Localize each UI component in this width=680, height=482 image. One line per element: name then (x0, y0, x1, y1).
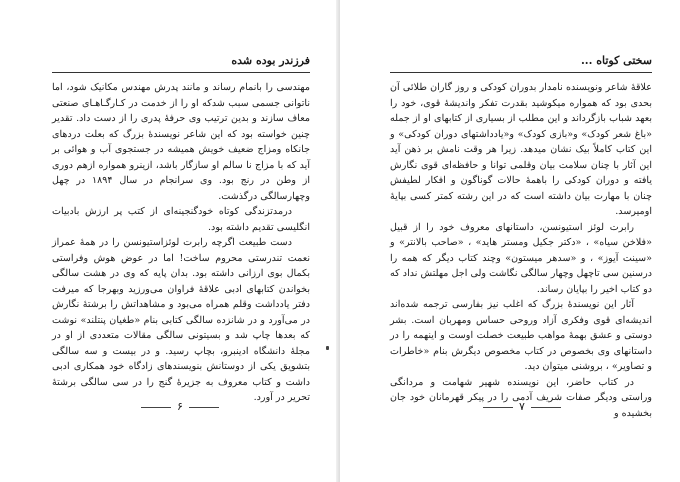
body-text-left (52, 80, 310, 406)
paragraph: آثار این نویسندهٔ بزرگ که اغلب نیز بفارسی ترجمه شده‌اند اندیشه‌ای قوی وفکری آزاد وروحی حساس ومهربان است. بشر دوستی و عشق بهمهٔ مواهب طبیعت خصلت اوست و اینهمه را در داستانهای وی بخصوص در کتاب مخصوص دیگرش بنام «خاطرات و تصاویر» ، بروشنی میتوان دید. (390, 299, 652, 372)
page-number-right: ۷ (472, 400, 572, 413)
paragraph: رابرت لوئز استیونسن، داستانهای معروف خود را از قبیل «فلاخن سیاه» ، «دکتر جکیل ومستر هاید» ، «صاحب بالانتر» و «سینت آیوز» ، و «سدهر میستون» وچند کتاب دیگر که همه را درسنین سی تاچهل وچهار سالگی نگاشت ولی اجل مهلتش نداد که دو کتاب اخیر را بپایان رساند. (390, 221, 652, 295)
running-head-left: فرزندر بوده شده (231, 54, 310, 67)
paragraph: دست طبیعت اگرچه رابرت لوئزاستیونسن را در همهٔ عمراز نعمت تندرستی محروم ساخت! اما در عوض هوش وفراستی بکمال بوی ارزانی داشته بود. بدان پایه که وی در هشت سالگی بخواندن کتابهای ادبی علاقهٔ فراوان می‌ورزید وبهرجا که میرفت دفتر یادداشت وقلم همراه می‌بود و مشاهداتش را برشتهٔ نگارش در می‌آورد و در شانزده سالگی کتابی بنام «طغیان پنتلند» نوشت که بعدها چاپ شد و بسیتونی سالگی مقالات متعددی از او در مجلهٔ دانشگاه ادینبرو، بچاپ رسید. و در بیست و سه سالگی بتشویق یکی از دوستانش بنویسندهای زادگاه خود همکاری ادبی داشت و کتاب معروف به جزیرهٔ گنج را در سی سالگی برشتهٔ تحریر در آورد. (52, 237, 310, 403)
body-text-right (390, 80, 652, 421)
paragraph: در کتاب حاضر، این نویسنده شهیر شهامت و مردانگی وراستی ودیگر صفات شریف آدمی را در پیکر قهرمانان خود جان بخشیده و (390, 376, 652, 419)
header-rule-right (390, 72, 652, 73)
page-number-left: ۶ (130, 400, 230, 413)
header-rule-left (52, 72, 310, 73)
paragraph: مهندسی را بانمام رساند و مانند پدرش مهندس مکانیک شود، اما ناتوانی جسمی سبب شدکه او را از خدمت در کـارگـاهـای صنعتی معاف سازند و بدین ترتیب وی حرفهٔ پدری را از دست داد. تقدیر چنین خواسته بود که این شاعر نویسندهٔ بزرگ که بعلت دردهای جانکاه ومزاج ضعیف خویش همیشه در جستجوی آب و هوائی بر آید که با مزاج نا سالم او سازگار باشد، ازینرو همواره ازهم دوری از وطن در رنج بود. وی سرانجام در سال ۱۸۹۴ در چهل وچهارسالگی درگذشت. (52, 82, 310, 202)
right-page (340, 0, 680, 482)
running-head-right: سختی کوتاه ... (580, 54, 652, 67)
paragraph: درمدتزندگی کوتاه خودگنجینه‌ای از کتب پر ارزش بادبیات انگلیسی تقدیم داشته بود. (52, 206, 310, 233)
scan-mark (326, 346, 329, 350)
paragraph: علاقهٔ شاعر ونویسنده نامدار بدوران کودکی و روز گاران طلائی آن بحدی بود که همواره میکوشید بقدرت تفکر واندیشهٔ قوی، خود را بعهد شباب بازگرداند و این مطلب از بسیاری از کتابهای او از جمله «باغ شعر کودک» و«بازی کودک» و«یادداشتهای دوران کودکی» و این کتاب کاملاً بیک نشان میدهد. زیرا هر وقت نامش بر ذهن آید این آثار با چنان سلامت بیان وقلمی توانا و حافظه‌ای قوی نگارش یافته و دوران کودکی را باهمهٔ حالات گوناگون و افکار لطیفش چنان با مهارت بیان داشته است که در این رشته کمتر کسی بپایهٔ اومیرسد. (390, 82, 652, 217)
